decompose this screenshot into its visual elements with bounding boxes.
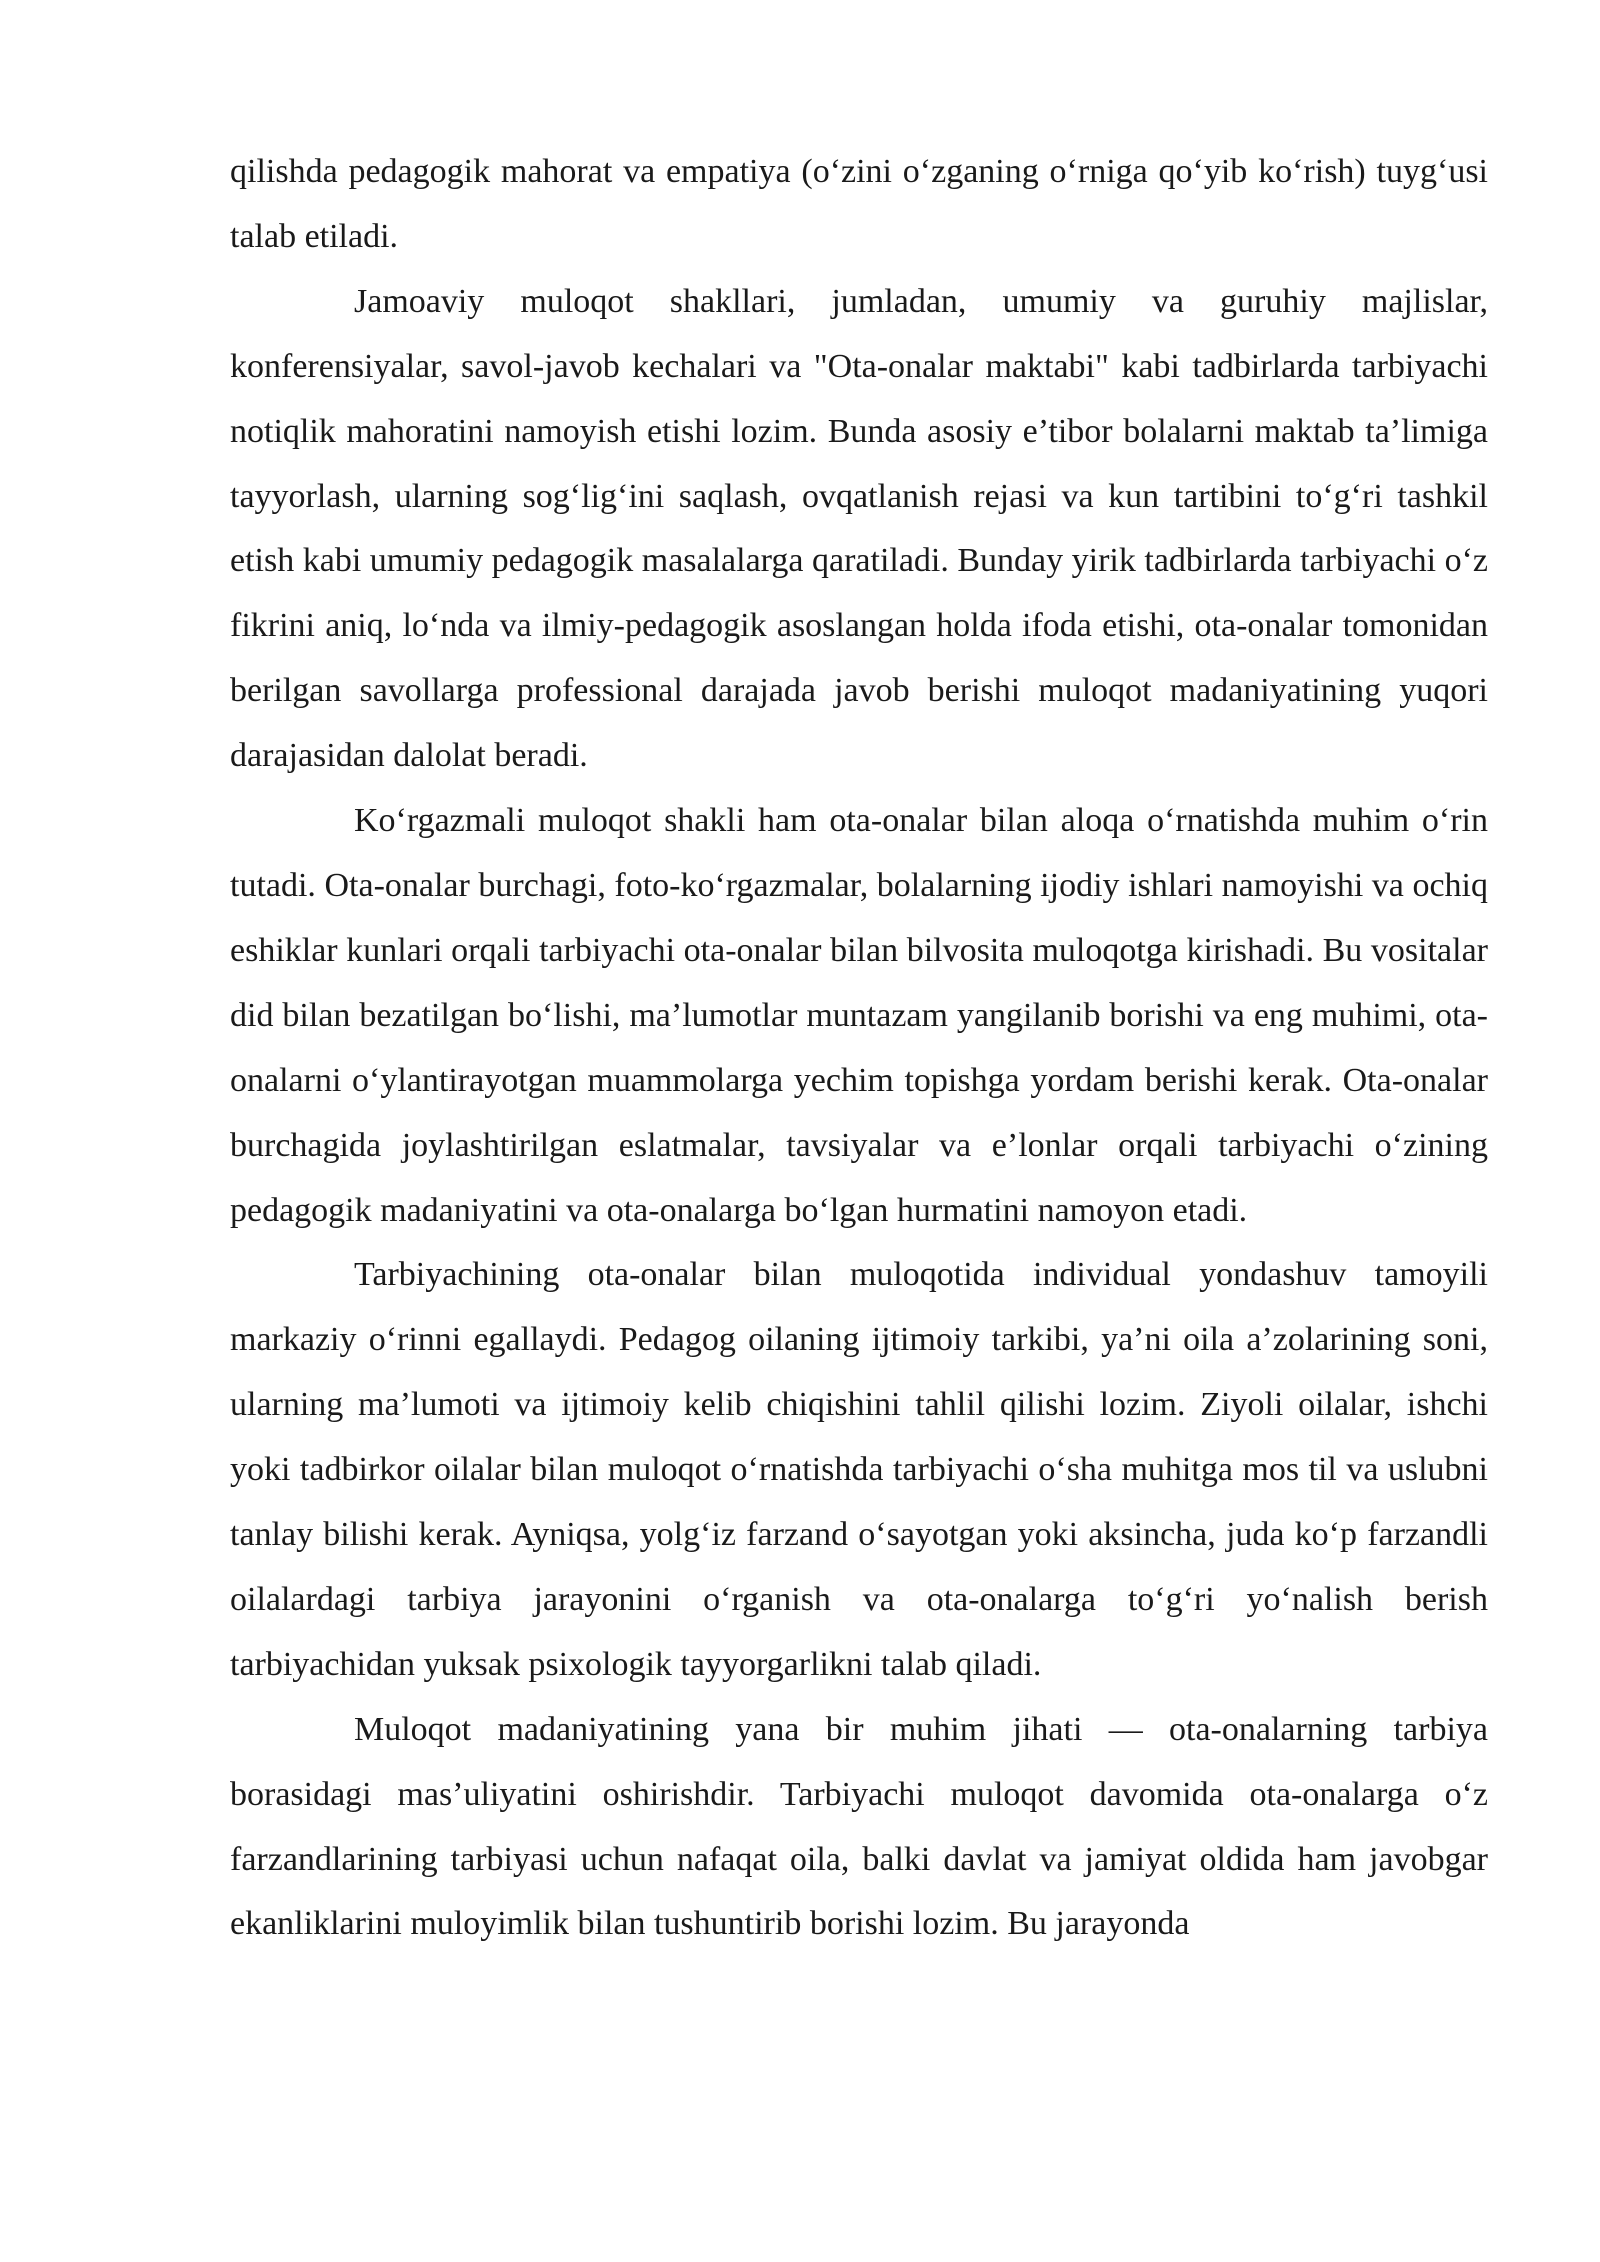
paragraph-individual-approach: Tarbiyachining ota-onalar bilan muloqotida individual yondashuv tamoyili markaziy o‘rinni egallaydi. Pedagog oilaning ijtimoiy tarkibi, ya’ni oila a’zolarining soni, ularning ma’lumoti va ijtimoiy kelib chiqishini tahlil qilishi lozim. Ziyoli oilalar, ishchi yoki tadbirkor oilalar bilan muloqot o‘rnatishda tarbiyachi o‘sha muhitga mos til va uslubni tanlay bilishi kerak. Ayniqsa, yolg‘iz farzand o‘sayotgan yoki aksincha, juda ko‘p farzandli oilalardagi tarbiya jarayonini o‘rganish va ota-onalarga to‘g‘ri yo‘nalish berish tarbiyachidan yuksak psixologik tayyorgarlikni talab qiladi. (230, 1256, 1488, 1683)
body-text (230, 140, 1488, 1957)
paragraph-visual-communication: Ko‘rgazmali muloqot shakli ham ota-onalar bilan aloqa o‘rnatishda muhim o‘rin tutadi. Ota-onalar burchagi, foto-ko‘rgazmalar, bolalarning ijodiy ishlari namoyishi va ochiq eshiklar kunlari orqali tarbiyachi ota-onalar bilan bilvosita muloqotga kirishadi. Bu vositalar did bilan bezatilgan bo‘lishi, ma’lumotlar muntazam yangilanib borishi va eng muhimi, ota-onalarni o‘ylantirayotgan muammolarga yechim topishga yordam berishi kerak. Ota-onalar burchagida joylashtirilgan eslatmalar, tavsiyalar va e’lonlar orqali tarbiyachi o‘zining pedagogik madaniyatini va ota-onalarga bo‘lgan hurmatini namoyon etadi. (230, 802, 1488, 1229)
paragraph-parental-responsibility: Muloqot madaniyatining yana bir muhim jihati — ota-onalarning tarbiya borasidagi mas’uliyatini oshirishdir. Tarbiyachi muloqot davomida ota-onalarga o‘z farzandlarining tarbiyasi uchun nafaqat oila, balki davlat va jamiyat oldida ham javobgar ekanliklarini muloyimlik bilan tushuntirib borishi lozim. Bu jarayonda (230, 1710, 1488, 1943)
paragraph-collective-communication: Jamoaviy muloqot shakllari, jumladan, umumiy va guruhiy majlislar, konferensiyalar, savol-javob kechalari va "Ota-onalar maktabi" kabi tadbirlarda tarbiyachi notiqlik mahoratini namoyish etishi lozim. Bunda asosiy e’tibor bolalarni maktab ta’limiga tayyorlash, ularning sog‘lig‘ini saqlash, ovqatlanish rejasi va kun tartibini to‘g‘ri tashkil etish kabi umumiy pedagogik masalalarga qaratiladi. Bunday yirik tadbirlarda tarbiyachi o‘z fikrini aniq, lo‘nda va ilmiy-pedagogik asoslangan holda ifoda etishi, ota-onalar tomonidan berilgan savollarga professional darajada javob berishi muloqot madaniyatining yuqori darajasidan dalolat beradi. (230, 282, 1488, 775)
paragraph-continuation: qilishda pedagogik mahorat va empatiya (o‘zini o‘zganing o‘rniga qo‘yib ko‘rish) tuyg‘usi talab etiladi. (230, 153, 1488, 255)
